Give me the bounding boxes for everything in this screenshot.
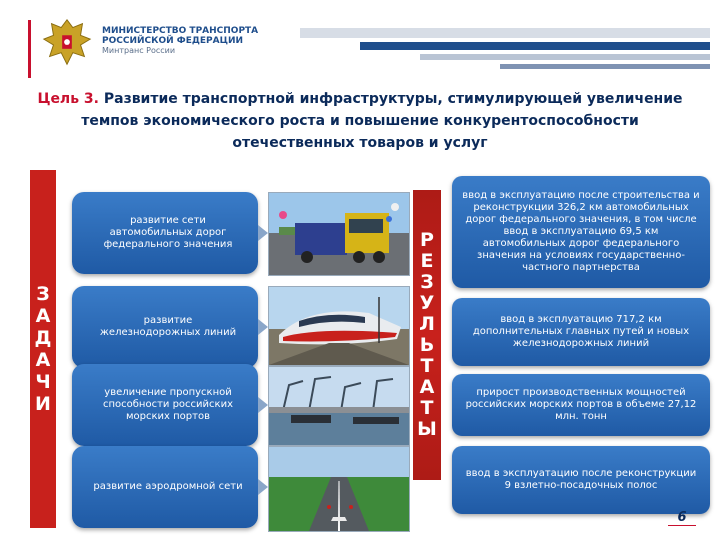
result-text: прирост производственных мощностей российских морских портов в объеме 27,12 млн. тонн [465,387,697,422]
arrow-right-icon [258,319,268,335]
result-box-airfields [452,446,710,514]
task-text: развитие сети автомобильных дорог федерального значения [103,215,233,250]
results-label [413,190,441,480]
results-letter: Е [420,250,434,272]
result-text: ввод в эксплуатацию после реконструкции 9 взлетно-посадочных полос [465,468,697,491]
runway-photo [268,446,410,532]
tasks-letter: И [35,393,51,415]
header-stripes-decoration [300,22,710,80]
result-box-roads [452,176,710,288]
ministry-line-3: Минтранс России [102,46,176,55]
arrow-right-icon [258,479,268,495]
tasks-label [30,170,56,528]
goal-number: Цель 3. [37,91,99,107]
results-letter: Ы [417,418,437,440]
results-letter: А [419,376,435,398]
result-box-railways [452,298,710,366]
tasks-letter: Д [34,327,52,349]
ministry-name [102,26,262,56]
results-letter: Т [420,397,434,419]
task-box-ports [72,364,258,446]
ministry-line-1: МИНИСТЕРСТВО ТРАНСПОРТА [102,26,259,36]
task-box-airfields [72,446,258,528]
task-text: развитие аэродромной сети [93,481,243,492]
train-photo [268,286,410,366]
results-letter: З [420,271,434,293]
goal-text: Развитие транспортной инфраструктуры, стимулирующей увеличение темпов экономического роста и повышение конкурентоспособности отечественных товаров и услуг [81,91,683,151]
page-number: 6 [668,510,696,526]
tasks-letter: З [36,283,50,305]
tasks-letter: А [35,305,51,327]
port-photo [268,366,410,446]
result-text: ввод в эксплуатацию 717,2 км дополнительных главных путей и новых железнодорожных линий [472,314,690,349]
trucks-photo [268,192,410,276]
results-letter: Т [420,355,434,377]
result-text: ввод в эксплуатацию после строительства и реконструкции 326,2 км автомобильных дорог федерального значения, в том числе ввод в эксплуатацию 69,5 км автомобильных дорог федерального значения на условиях государственно-частного партнерства [462,190,700,273]
goal-title [20,88,700,154]
result-box-ports [452,374,710,436]
ministry-line-2: РОССИЙСКОЙ ФЕДЕРАЦИИ [102,36,244,46]
coat-of-arms-icon [38,14,96,72]
tasks-letter: А [35,349,51,371]
tasks-letter: Ч [35,371,51,393]
arrow-right-icon [258,397,268,413]
results-letter: Ь [419,334,435,356]
results-letter: Л [419,313,435,335]
task-text: развитие железнодорожных линий [99,315,237,338]
task-text: увеличение пропускной способности российских морских портов [102,387,233,422]
arrow-right-icon [258,225,268,241]
task-box-roads [72,192,258,274]
results-letter: У [419,292,435,314]
results-letter: Р [420,229,434,251]
task-box-railways [72,286,258,368]
header-accent-line [28,20,31,78]
